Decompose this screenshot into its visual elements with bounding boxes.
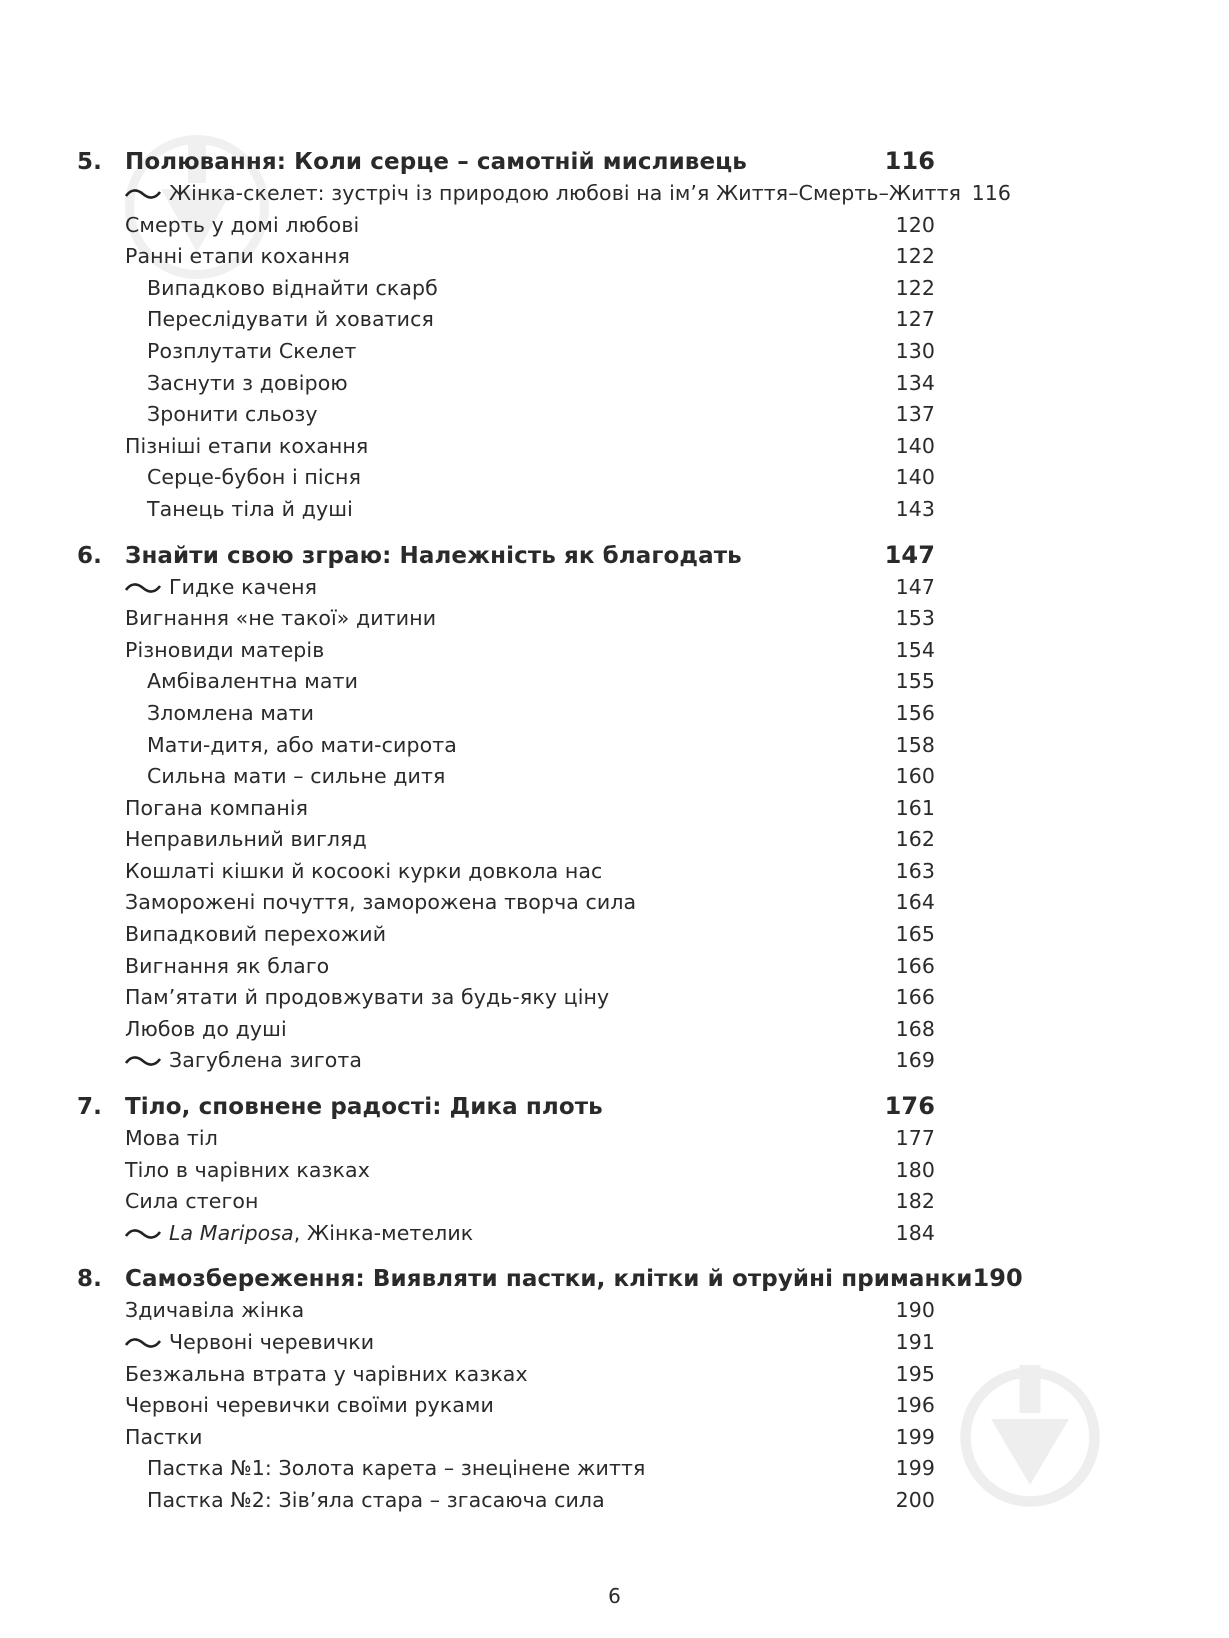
title-text: Сила стегон [125,1189,259,1214]
title-text: Заснути з довірою [147,370,348,395]
tilde-swash-icon [125,1228,161,1240]
page-ref: 161 [895,795,935,820]
toc-entry [77,1456,935,1488]
tilde-swash-icon [125,582,161,594]
toc-entry [77,1330,935,1362]
entry-title [77,1017,885,1041]
toc-entry [77,701,935,733]
toc-entry [77,606,935,638]
toc-entry [77,1126,935,1158]
page-ref: 155 [895,669,935,694]
page-ref: 122 [895,244,935,269]
page-ref: 158 [895,732,935,757]
toc-entry [77,1298,935,1330]
page-ref: 199 [895,1456,935,1481]
entry-title [77,701,885,725]
toc-chapter [77,147,935,181]
title-text: Погана компанія [125,795,309,820]
toc-entry [77,638,935,670]
entry-title [77,497,885,521]
title-text: Вигнання як благо [125,953,330,978]
title-text: Пізніші етапи кохання [125,433,369,458]
toc-entry [77,465,935,497]
toc-entry [77,497,935,529]
toc-entry [77,276,935,308]
title-text: Ранні етапи кохання [125,244,350,269]
title-text: Заморожені почуття, заморожена творча сила [125,890,637,915]
page-ref: 195 [895,1361,935,1386]
toc-entry [77,1189,935,1221]
title-text: Знайти свою зграю: Належність як благодать [125,542,742,569]
toc-entry [77,213,935,245]
chapter-number: 5. [77,149,102,175]
title-text: Мати-дитя, або мати-сирота [147,732,457,757]
title-text: Пастка №2: Зів’яла стара – згасаюча сила [147,1487,605,1512]
page-ref: 147 [884,540,935,569]
title-text: Мова тіл [125,1126,218,1151]
title-text: Полювання: Коли серце – самотній мисливець [125,149,747,175]
page-ref: 191 [895,1330,935,1354]
title-text: Здичавіла жінка [125,1298,305,1323]
title-text: Зломлена мати [147,700,315,725]
watermark-download-icon [955,1362,1105,1512]
page-ref: 156 [895,700,935,725]
entry-title [77,796,885,820]
toc-entry [77,575,935,607]
title-text: Різновиди матерів [125,637,325,662]
title-text: Безжальна втрата у чарівних казках [125,1361,528,1386]
title-text: Серце-бубон і пісня [147,465,361,490]
page-ref: 168 [895,1016,935,1041]
entry-title [77,1456,885,1480]
chapter-title [125,1266,972,1292]
entry-title [77,213,885,237]
title-text: Неправильний вигляд [125,827,367,852]
page-ref: 137 [895,402,935,427]
entry-title [77,1330,885,1354]
chapter-number: 8. [77,1266,102,1293]
toc-chapter [77,541,935,575]
entry-title [77,276,885,300]
toc-entry [77,1488,935,1520]
toc-entry [77,985,935,1017]
toc-entry [77,307,935,339]
chapter-number: 6. [77,542,102,569]
entry-title [77,339,885,363]
entry-title [77,244,885,268]
title-text: , Жінка-метелик [293,1220,474,1245]
entry-title [77,1221,885,1245]
entry-title [77,1488,885,1512]
entry-title [77,764,885,788]
toc-entry [77,181,1012,213]
title-text: Тіло в чарівних казках [125,1157,370,1182]
entry-title [77,1189,885,1213]
title-text: Кошлаті кішки й косоокі курки довкола нас [125,858,603,883]
toc-entry [77,1393,935,1425]
page-ref: 122 [895,275,935,300]
title-text: Випадковий перехожий [125,922,387,947]
toc-entry [77,1048,935,1080]
toc-entry [77,1221,935,1253]
entry-title [77,465,885,489]
toc-entry [77,922,935,954]
entry-title-italic: La Mariposa [169,1220,294,1245]
entry-title [77,402,885,426]
title-text: Сильна мати – сильне дитя [147,764,446,789]
toc-chapter [77,1092,935,1126]
entry-title [77,1298,885,1322]
toc-entry [77,1017,935,1049]
tilde-swash-icon [125,188,161,200]
entry-title [77,638,885,662]
entry-title [77,575,885,599]
title-text: Самозбереження: Виявляти пастки, клітки й отруйні приманки [125,1266,973,1293]
entry-title [77,1126,885,1150]
entry-title [77,434,885,458]
page-ref: 190 [972,1264,1023,1293]
page-ref: 116 [884,147,935,175]
page-ref: 196 [895,1393,935,1418]
page-ref: 166 [895,953,935,978]
entry-title [77,922,885,946]
page-ref: 153 [895,606,935,631]
toc-entry [77,669,935,701]
title-text: Амбівалентна мати [147,669,359,694]
entry-title [77,1362,885,1386]
page-ref: 120 [895,212,935,237]
page-ref: 200 [895,1487,935,1512]
page-ref: 169 [895,1048,935,1073]
chapter-title [125,149,885,175]
entry-title [77,890,885,914]
entry-title [77,954,885,978]
title-text: Зронити сльозу [147,402,318,427]
entry-title [77,859,885,883]
page-ref: 176 [884,1092,935,1121]
entry-title [77,985,885,1009]
entry-title [77,733,885,757]
entry-title [77,827,885,851]
entry-title [77,669,885,693]
page-ref: 166 [895,985,935,1010]
title-text: Любов до душі [125,1016,287,1041]
title-text: Жінка-скелет: зустріч із природою любові на ім’я Життя–Смерть–Життя [169,181,962,205]
page-ref: 165 [895,922,935,947]
page-ref: 127 [895,307,935,332]
entry-title [77,1393,885,1417]
entry-title [77,1425,885,1449]
title-text: Танець тіла й душі [147,496,353,521]
page-ref: 164 [895,890,935,915]
toc-entry [77,764,935,796]
page-ref: 190 [895,1298,935,1323]
toc-entry [77,371,935,403]
entry-title [77,606,885,630]
page-ref: 116 [971,181,1012,205]
page-ref: 184 [895,1220,935,1245]
toc-entry [77,1425,935,1457]
title-text: Пастка №1: Золота карета – знецінене життя [147,1456,646,1481]
page-ref: 140 [895,465,935,490]
page-ref: 177 [895,1126,935,1151]
page-ref: 160 [895,764,935,789]
toc-entry [77,1362,935,1394]
chapter-title [125,543,885,569]
toc-entry [77,796,935,828]
toc-chapter [77,1264,1023,1298]
toc-entry [77,733,935,765]
entry-title [77,181,961,205]
title-text: Пам’ятати й продовжувати за будь-яку ціну [125,985,610,1010]
page-ref: 163 [895,858,935,883]
page-ref: 147 [895,574,935,599]
page-ref: 154 [895,637,935,662]
page-number: 6 [608,1584,621,1608]
title-text: Смерть у домі любові [125,212,360,237]
tilde-swash-icon [125,1055,161,1067]
page-ref: 140 [895,433,935,458]
toc-entry [77,1158,935,1190]
entry-title [77,371,885,395]
toc-entry [77,244,935,276]
title-text: Розплутати Скелет [147,338,357,363]
toc-entry [77,890,935,922]
title-text: Випадково віднайти скарб [147,275,438,300]
page-ref: 143 [895,496,935,521]
title-text: Пастки [125,1424,203,1449]
table-of-contents [77,147,1023,1520]
title-text: Червоні черевички своїми руками [125,1393,494,1418]
tilde-swash-icon [125,1337,161,1349]
entry-title [77,307,885,331]
page-ref: 130 [895,338,935,363]
toc-entry [77,339,935,371]
entry-title [77,1158,885,1182]
title-text: Вигнання «не такої» дитини [125,606,437,631]
toc-entry [77,954,935,986]
title-text: Червоні черевички [169,1330,375,1354]
title-text: Тіло, сповнене радості: Дика плоть [125,1094,603,1121]
page-ref: 199 [895,1424,935,1449]
chapter-number: 7. [77,1094,102,1121]
title-text: Переслідувати й ховатися [147,307,434,332]
title-text: Гидке каченя [169,574,318,599]
page-ref: 134 [895,370,935,395]
page-ref: 180 [895,1157,935,1182]
title-text: Загублена зигота [169,1048,363,1073]
toc-entry [77,402,935,434]
toc-entry [77,434,935,466]
page-ref: 162 [895,827,935,852]
toc-entry [77,859,935,891]
toc-entry [77,827,935,859]
page-ref: 182 [895,1189,935,1214]
chapter-title [125,1094,885,1120]
entry-title [77,1048,885,1072]
